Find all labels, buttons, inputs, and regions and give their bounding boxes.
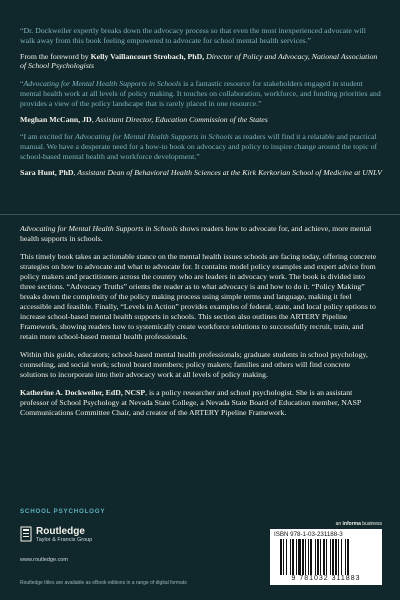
- ean-number: 9 781032 311883: [291, 575, 361, 582]
- tagline-suffix: business: [360, 521, 382, 527]
- barcode-icon: [278, 539, 374, 575]
- endorsements: [20, 26, 382, 186]
- publisher-group: Taylor & Francis Group: [36, 537, 93, 543]
- endorsement-quote-2: [20, 79, 382, 108]
- informa-tagline: [336, 521, 382, 527]
- publisher-url: www.routledge.com: [20, 557, 68, 563]
- quote-text: as readers will find it a relatable and practical manual. We have a desperate need for a how-to book on advocacy and policy to inspire change around the topic of school-based mental health and workforce development.”: [20, 132, 378, 161]
- publisher-name: Routledge: [36, 526, 85, 537]
- endorser-role: , Assistant Director, Education Commission of the States: [91, 114, 268, 124]
- quote-text: is a fantastic resource for stakeholders engaged in student mental health work at all levels of policy making. It touches on collaboration, workforce, and funding priorities and provides a view of the policy landscape that is rarely placed in one resource.”: [20, 79, 381, 108]
- ebook-note: Routledge titles are available as eBook editions in a range of digital formats: [20, 580, 187, 586]
- description-lead: [20, 224, 380, 244]
- tagline-prefix: an: [335, 521, 343, 527]
- quote-text: “I am excited for: [20, 132, 75, 142]
- quote-book-title: Advocating for Mental Health Supports in Schools: [23, 79, 182, 89]
- routledge-logo-icon: [20, 526, 32, 542]
- author-bio: [20, 388, 380, 418]
- publisher-logo: [20, 526, 92, 544]
- description: [20, 224, 380, 426]
- quote-text: “Dr. Dockweiler expertly breaks down the advocacy process so that even the most inexperienced advocate will walk away from this book feeling empowered to advocate for school mental health services.”: [20, 26, 366, 45]
- endorser-name: Meghan McCann, JD: [20, 114, 92, 124]
- endorser-name: Kelly Vaillancourt Strobach, PhD,: [90, 51, 205, 61]
- endorsement-attribution-3: [20, 168, 382, 178]
- endorsement-attribution-2: [20, 115, 382, 125]
- book-title: Advocating for Mental Health Supports in Schools: [20, 224, 178, 233]
- barcode-area: [270, 521, 382, 585]
- barcode-box: [270, 529, 382, 585]
- endorsement-quote-1: [20, 26, 382, 46]
- endorser-role: Director of Policy and Advocacy, National Association of School Psychologists: [20, 51, 378, 71]
- endorser-name: Sara Hunt, PhD: [20, 167, 74, 177]
- tagline-brand: informa: [342, 521, 361, 527]
- attribution-prefix: From the foreword by: [20, 51, 91, 61]
- author-name: Katherine A. Dockweiler, EdD, NCSP: [20, 388, 146, 397]
- isbn-label: ISBN 978-1-03-231188-3: [274, 531, 343, 538]
- description-paragraph-2: This timely book takes an actionable stance on the mental health issues schools are facing today, offering concrete strategies on how to advocate and what to advocate for. It contains model policy examples and expert advice from policy makers and practitioners across the country who are leaders in advocacy work. The book is divided into three sections. “Advocacy Truths” orients the reader as to what advocacy is and how to do it. “Policy Making” breaks down the complexity of the policy making process using simple terms and language, making it feel accessible and feasible. Finally, “Levels in Action” provides examples of federal, state, and local policy options to increase school-based mental health supports in schools. This section also outlines the ARTERY Pipeline Framework, showing readers how to systemically create workforce solutions to successfully recruit, train, and retain more school-based mental health professionals.: [20, 252, 377, 341]
- description-paragraph-3: Within this guide, educators; school-based mental health professionals; graduate students in school psychology, counseling, and social work; school board members; policy makers; families and others will find concrete solutions to incorporate into their advocacy work at all levels of policy making.: [20, 350, 368, 379]
- category-label: SCHOOL PSYCHOLOGY: [20, 508, 106, 515]
- publisher-text: [36, 526, 92, 544]
- endorser-role: , Assistant Dean of Behavioral Health Sciences at the Kirk Kerkorian School of Medicine at UNLV: [73, 167, 382, 177]
- lead-text: shows readers how to advocate for, and achieve, more mental health supports in schools.: [20, 224, 372, 243]
- quote-open: “: [20, 79, 24, 89]
- divider: [0, 214, 400, 215]
- endorsement-quote-3: [20, 132, 382, 161]
- quote-book-title: Advocating for Mental Health Supports in Schools: [74, 132, 233, 142]
- author-bio-text: , is a policy researcher and school psychologist. She is an assistant professor of School Psychology at Nevada State College, a Nevada State Board of Education member, NASP Communications Committee Chair, and creator of the ARTERY Pipeline Framework.: [20, 388, 361, 417]
- endorsement-attribution-1: [20, 52, 382, 72]
